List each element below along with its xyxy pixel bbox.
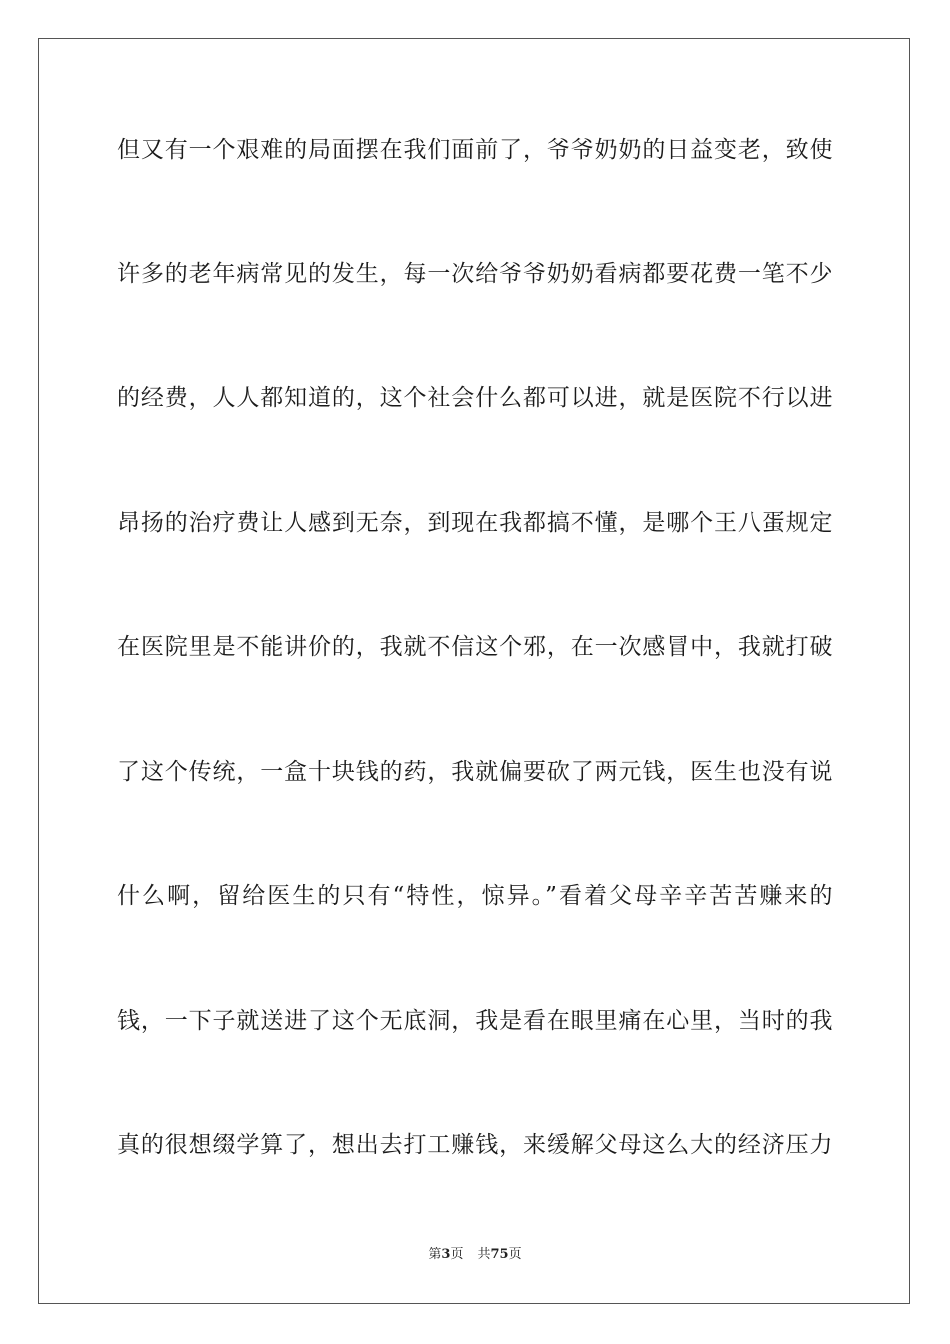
- page-number: 3: [441, 1247, 451, 1262]
- paragraph-line: 钱，一下子就送进了这个无底洞，我是看在眼里痛在心里，当时的我: [117, 1008, 833, 1034]
- page-prefix: 第: [428, 1247, 442, 1262]
- paragraph-line: 在医院里是不能讲价的，我就不信这个邪，在一次感冒中，我就打破: [117, 634, 833, 660]
- paragraph-line: 真的很想缀学算了，想出去打工赚钱，来缓解父母这么大的经济压力: [117, 1132, 833, 1158]
- total-prefix: 共: [477, 1247, 491, 1262]
- paragraph-line: 的经费，人人都知道的，这个社会什么都可以进，就是医院不行以进: [117, 385, 833, 411]
- paragraph-line: 许多的老年病常见的发生，每一次给爷爷奶奶看病都要花费一笔不少: [117, 261, 833, 287]
- page-footer: [0, 1246, 950, 1264]
- page-border: [38, 38, 910, 1304]
- page-number-label: [428, 1247, 463, 1262]
- paragraph-line: 但又有一个艰难的局面摆在我们面前了，爷爷奶奶的日益变老，致使: [117, 137, 833, 163]
- total-suffix: 页: [508, 1247, 522, 1262]
- total-pages: 75: [490, 1247, 509, 1262]
- page-suffix: 页: [450, 1247, 464, 1262]
- total-pages-label: [477, 1247, 521, 1262]
- paragraph-line: 了这个传统，一盒十块钱的药，我就偏要砍了两元钱，医生也没有说: [117, 759, 833, 785]
- paragraph-line: 昂扬的治疗费让人感到无奈，到现在我都搞不懂，是哪个王八蛋规定: [117, 510, 833, 536]
- paragraph-line: 什么啊，留给医生的只有“特性，惊异。”看着父母辛辛苦苦赚来的: [117, 883, 833, 909]
